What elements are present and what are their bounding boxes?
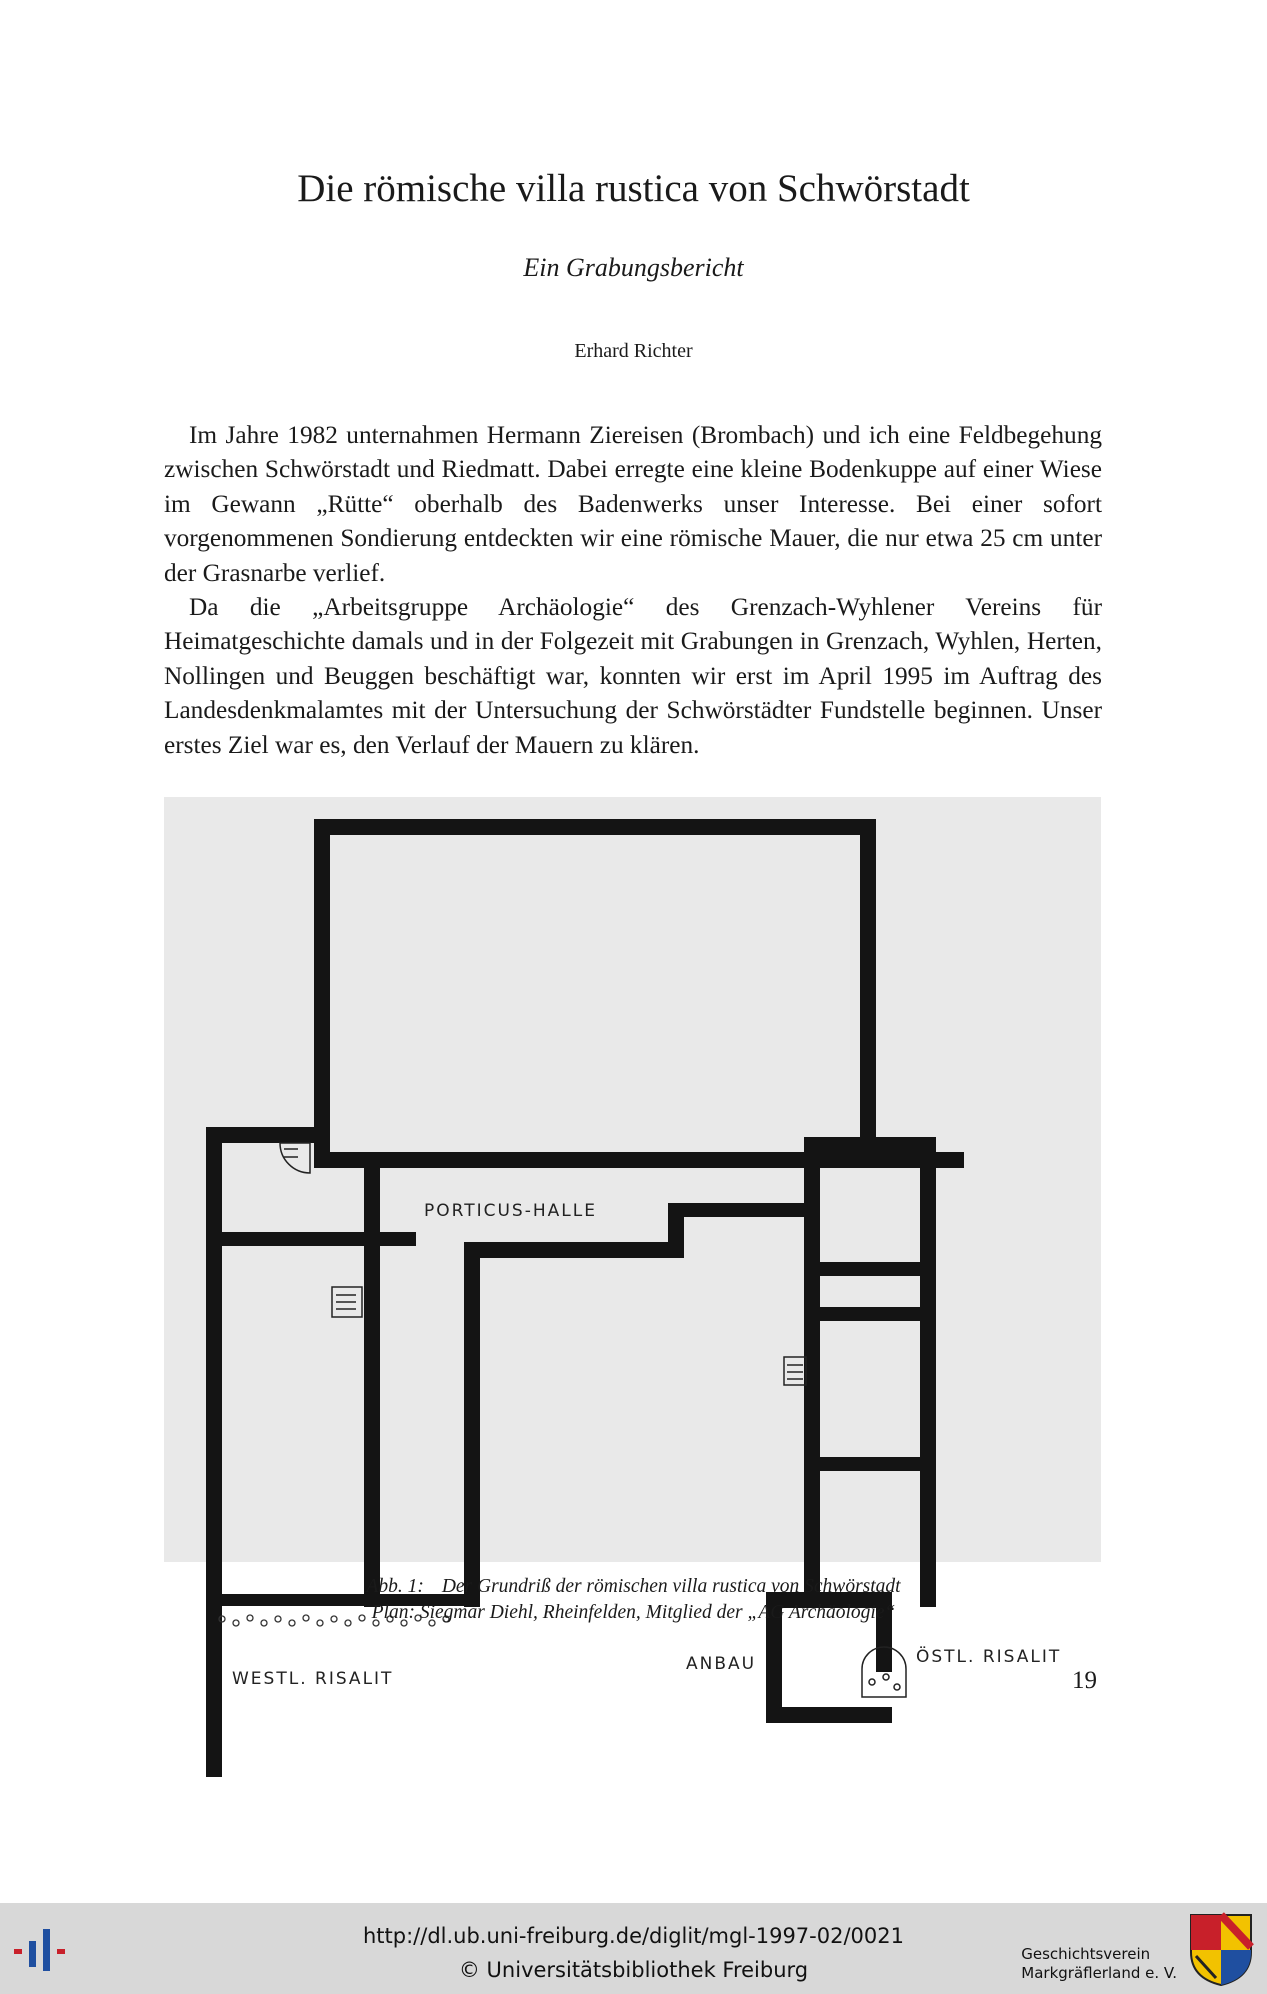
markgraeflerland-crest-icon bbox=[1188, 1912, 1254, 1988]
figure-caption bbox=[0, 1574, 1267, 1626]
east-divider-1 bbox=[804, 1262, 934, 1276]
label-anbau: ANBAU bbox=[686, 1654, 757, 1674]
porticus-left-wall bbox=[464, 1242, 480, 1607]
article-subtitle: Ein Grabungsbericht bbox=[523, 253, 744, 282]
society-name bbox=[1021, 1945, 1177, 1983]
page-number: 19 bbox=[1072, 1667, 1097, 1694]
caption-line-2: Plan: Siegmar Diehl, Rheinfelden, Mitglied der „AG Archäologie“ bbox=[371, 1602, 896, 1623]
paragraph-2: Da die „Arbeitsgruppe Archäologie“ des Grenzach-Wyhlener Vereins für Heimatgeschichte damals und in der Folgezeit mit Grabungen in Grenzach, Wyhlen, Herten, Nollingen und Beuggen beschäftigt war, konnten wir erst im April 1995 im Auftrag des Landesdenkmalamtes mit der Untersuchung der Schwörstädter Fundstelle beginnen. Unser erstes Ziel war es, den Verlauf der Mauern zu klären. bbox=[164, 593, 1102, 759]
east-wall-outer bbox=[920, 1137, 936, 1607]
label-porticus-halle: PORTICUS-HALLE bbox=[424, 1201, 597, 1221]
main-hall-wall-left bbox=[314, 819, 330, 1167]
label-oestl-risalit: ÖSTL. RISALIT bbox=[916, 1647, 1062, 1667]
porticus-wall-top bbox=[364, 1152, 964, 1168]
article-body bbox=[164, 418, 1102, 762]
west-room-divider bbox=[206, 1232, 416, 1246]
article-author: Erhard Richter bbox=[574, 340, 693, 362]
apse-west bbox=[280, 1143, 310, 1173]
anbau-wall-bottom bbox=[766, 1707, 892, 1723]
west-wall-outer bbox=[206, 1127, 222, 1777]
porticus-opening bbox=[686, 1217, 794, 1223]
main-hall-wall-top bbox=[314, 819, 876, 835]
label-westl-risalit: WESTL. RISALIT bbox=[232, 1669, 394, 1689]
east-divider-2 bbox=[804, 1307, 934, 1321]
library-footer bbox=[0, 1903, 1267, 1994]
porticus-step-top bbox=[668, 1203, 808, 1217]
west-wall-top bbox=[206, 1127, 330, 1143]
main-hall-wall-right bbox=[860, 819, 876, 1167]
porticus-bottom-wall bbox=[464, 1242, 682, 1258]
east-wall-top bbox=[804, 1137, 934, 1153]
caption-label: Abb. 1: bbox=[366, 1576, 424, 1597]
society-name-line-1: Geschichtsverein bbox=[1021, 1945, 1151, 1963]
permalink-url[interactable]: http://dl.ub.uni-freiburg.de/diglit/mgl-1997-02/0021 bbox=[362, 1924, 904, 1948]
east-divider-3 bbox=[804, 1457, 934, 1471]
society-name-line-2: Markgräflerland e. V. bbox=[1021, 1964, 1177, 1982]
copyright-notice: © Universitätsbibliothek Freiburg bbox=[458, 1958, 809, 1982]
caption-line-1: Der Grundriß der römischen villa rustica von Schwörstadt bbox=[441, 1576, 901, 1597]
west-inner-wall bbox=[364, 1152, 380, 1607]
article-title: Die römische villa rustica von Schwörstadt bbox=[297, 167, 970, 210]
find-marker-east bbox=[784, 1357, 806, 1385]
paragraph-1: Im Jahre 1982 unternahmen Hermann Ziereisen (Brombach) und ich eine Feldbegehung zwischen Schwörstadt und Riedmatt. Dabei erregte eine kleine Bodenkuppe auf einer Wiese im Gewann „Rütte“ oberhalb des Badenwerks unser Interesse. Bei einer sofort vorgenommenen Sondierung entdeckten wir eine römische Mauer, die nur etwa 25 cm unter der Grasnarbe verlief. bbox=[164, 421, 1102, 587]
